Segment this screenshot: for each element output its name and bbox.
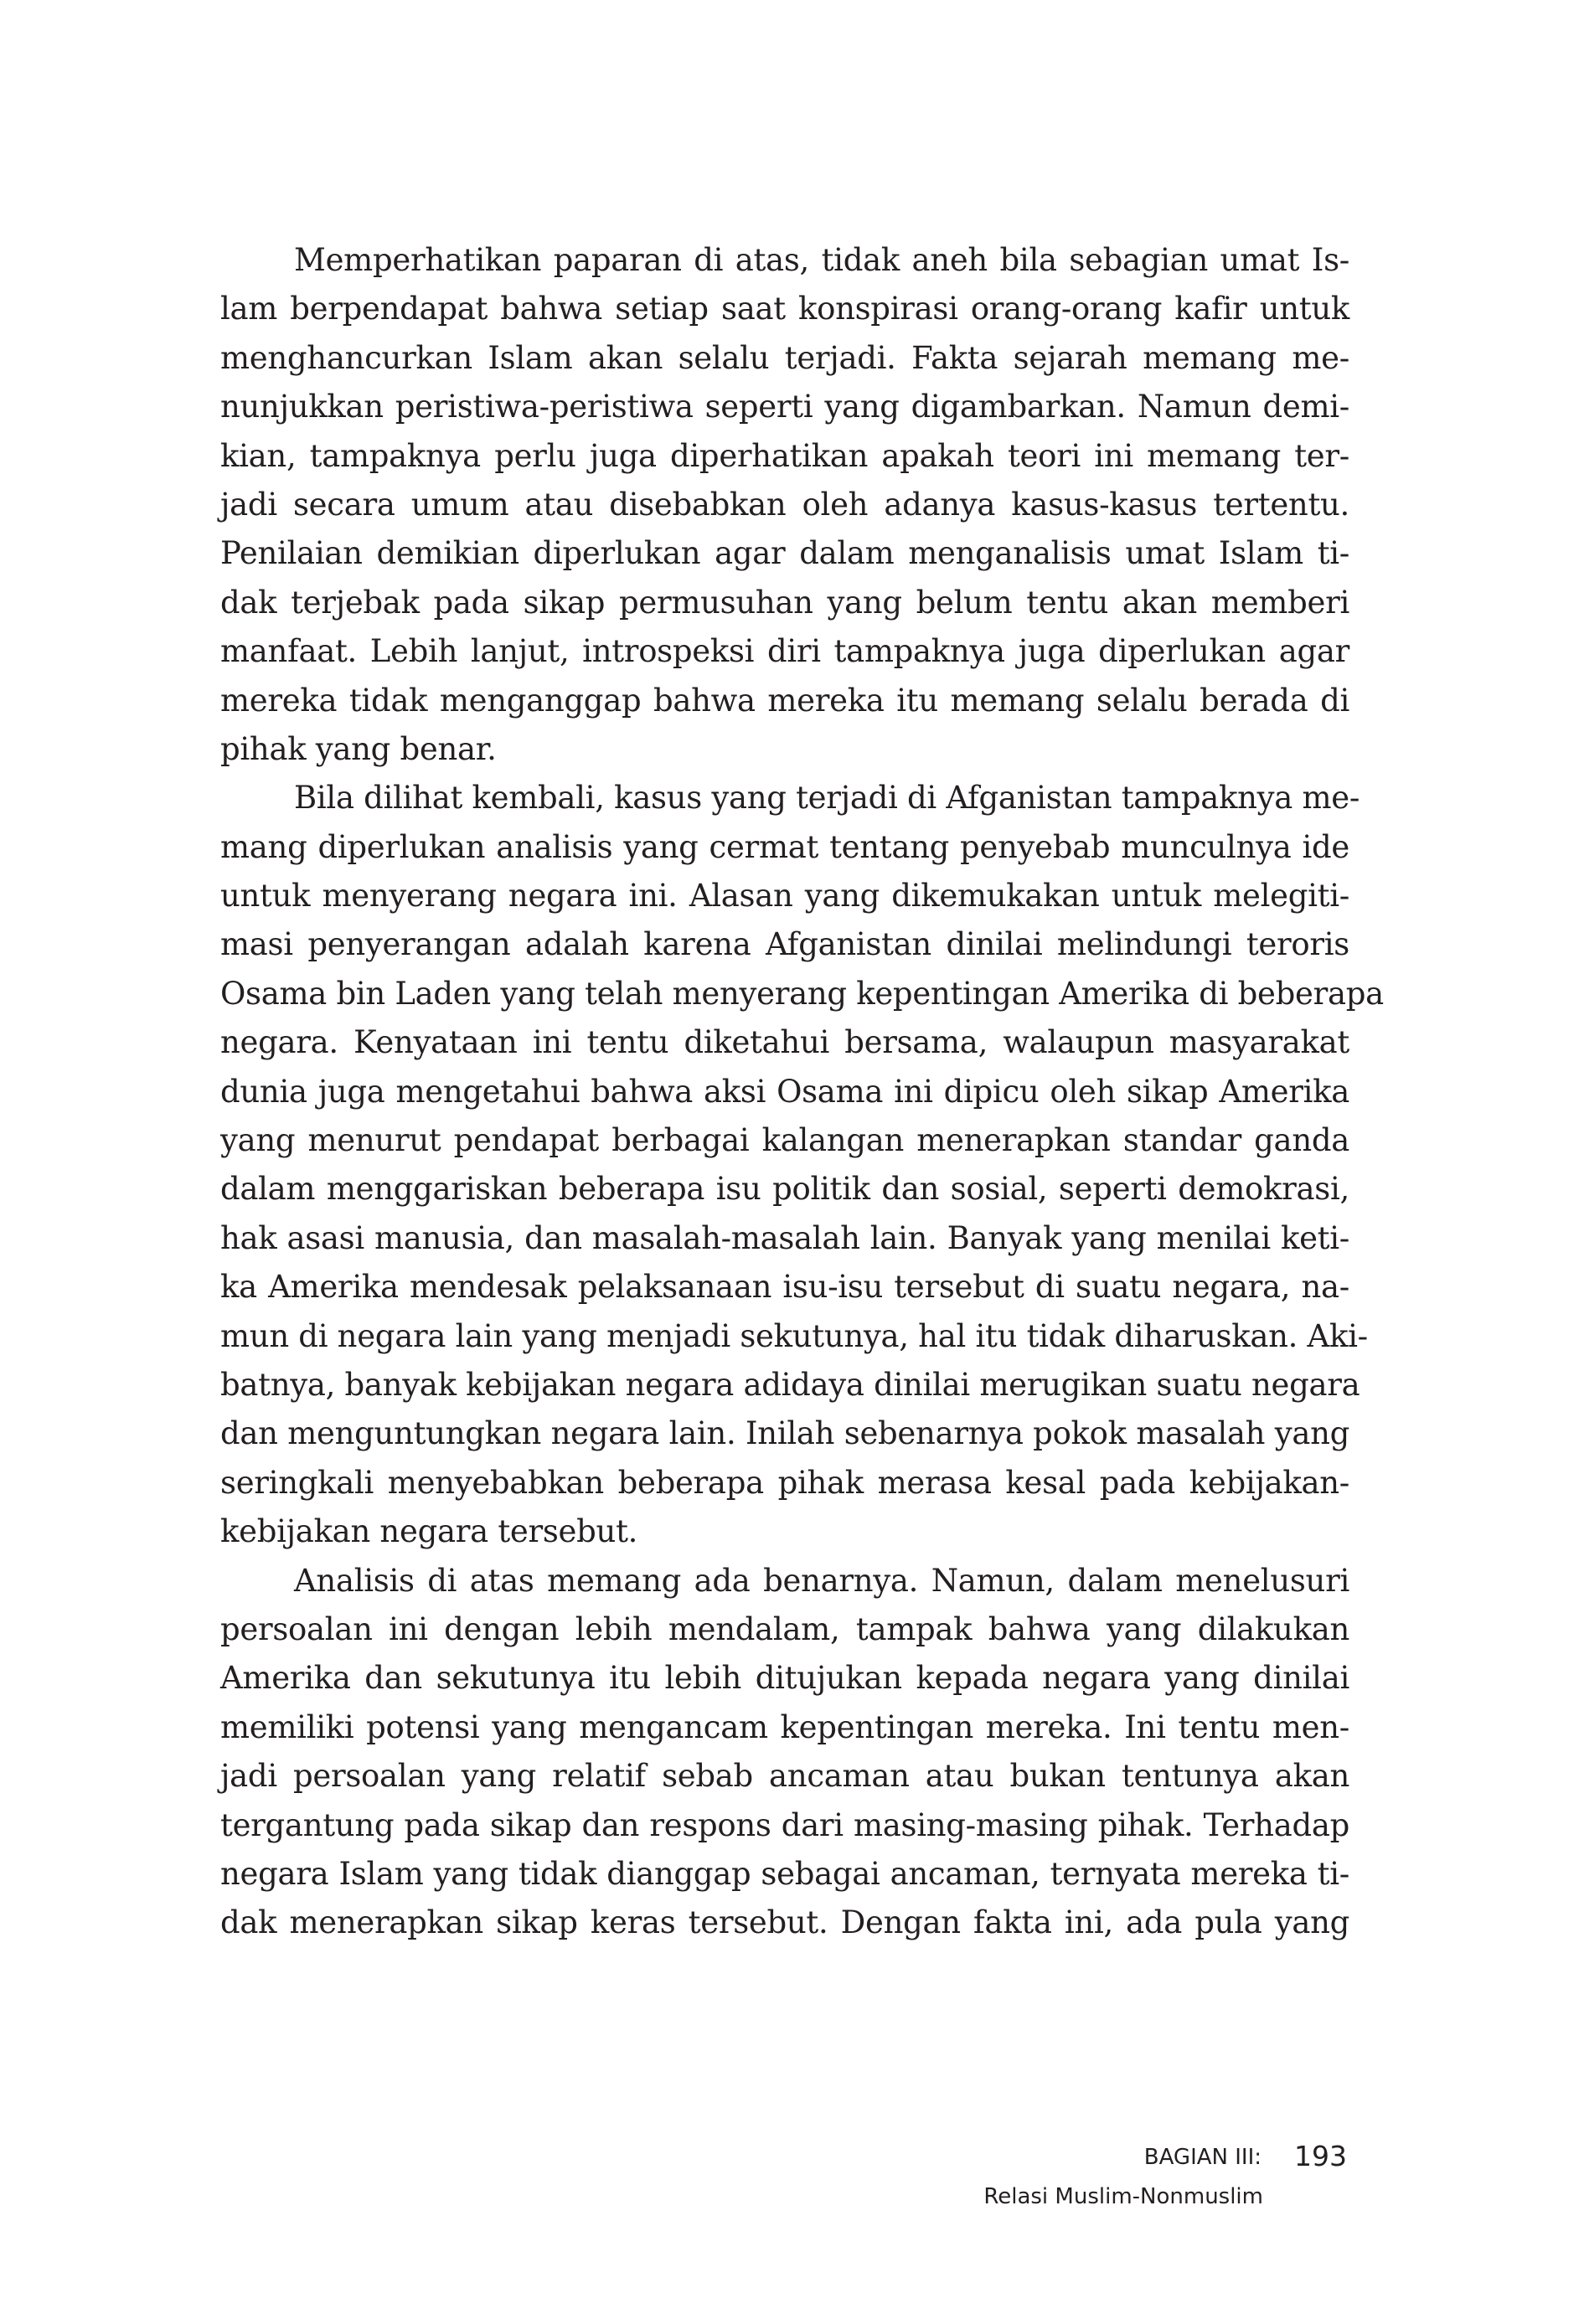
text-line: kian, tampaknya perlu juga diperhatikan apakah teori ini memang ter- xyxy=(220,437,1349,474)
text-line: lam berpendapat bahwa setiap saat konspirasi orang-orang kafir untuk xyxy=(220,291,1349,327)
text-line: kebijakan negara tersebut. xyxy=(220,1513,638,1550)
text-line: mereka tidak menganggap bahwa mereka itu memang selalu berada di xyxy=(220,682,1349,719)
text-line: Osama bin Laden yang telah menyerang kepentingan Amerika di beberapa xyxy=(220,975,1384,1012)
text-line: batnya, banyak kebijakan negara adidaya dinilai merugikan suatu negara xyxy=(220,1366,1360,1403)
text-line: dalam menggariskan beberapa isu politik dan sosial, seperti demokrasi, xyxy=(220,1171,1349,1208)
text-line: hak asasi manusia, dan masalah-masalah lain. Banyak yang menilai keti- xyxy=(220,1219,1349,1256)
text-line: ka Amerika mendesak pelaksanaan isu-isu tersebut di suatu negara, na- xyxy=(220,1269,1349,1306)
text-line: negara. Kenyataan ini tentu diketahui bersama, walaupun masyarakat xyxy=(220,1024,1349,1061)
text-line: untuk menyerang negara ini. Alasan yang dikemukakan untuk melegiti- xyxy=(220,878,1349,915)
page-number: 193 xyxy=(1294,2140,1347,2172)
text-line: dan menguntungkan negara lain. Inilah sebenarnya pokok masalah yang xyxy=(220,1415,1349,1452)
page-footer xyxy=(0,2142,1584,2243)
running-section-label: BAGIAN III: xyxy=(1143,2145,1262,2170)
text-line: dunia juga mengetahui bahwa aksi Osama ini dipicu oleh sikap Amerika xyxy=(220,1073,1349,1110)
text-line: Amerika dan sekutunya itu lebih ditujukan kepada negara yang dinilai xyxy=(220,1660,1349,1697)
text-line: nunjukkan peristiwa-peristiwa seperti yang digambarkan. Namun demi- xyxy=(220,389,1349,425)
text-line: persoalan ini dengan lebih mendalam, tampak bahwa yang dilakukan xyxy=(220,1610,1349,1647)
text-line: mun di negara lain yang menjadi sekutunya, hal itu tidak diharuskan. Aki- xyxy=(220,1317,1368,1354)
text-line: menghancurkan Islam akan selalu terjadi. Fakta sejarah memang me- xyxy=(220,339,1349,376)
text-line: Bila dilihat kembali, kasus yang terjadi di Afganistan tampaknya me- xyxy=(294,780,1360,817)
text-line: negara Islam yang tidak dianggap sebagai ancaman, ternyata mereka ti- xyxy=(220,1855,1349,1892)
text-line: Penilaian demikian diperlukan agar dalam menganalisis umat Islam ti- xyxy=(220,535,1349,572)
paragraph-3 xyxy=(220,1557,1349,1948)
text-line: mang diperlukan analisis yang cermat tentang penyebab munculnya ide xyxy=(220,828,1349,865)
text-line: masi penyerangan adalah karena Afganistan dinilai melindungi teroris xyxy=(220,926,1349,963)
text-line: dak menerapkan sikap keras tersebut. Dengan fakta ini, ada pula yang xyxy=(220,1904,1349,1941)
body-text xyxy=(220,236,1384,1948)
text-line: seringkali menyebabkan beberapa pihak merasa kesal pada kebijakan- xyxy=(220,1464,1349,1501)
text-line: Memperhatikan paparan di atas, tidak aneh bila sebagian umat Is- xyxy=(294,242,1349,278)
text-line: jadi persoalan yang relatif sebab ancaman atau bukan tentunya akan xyxy=(220,1758,1349,1795)
text-line: Analisis di atas memang ada benarnya. Namun, dalam menelusuri xyxy=(294,1562,1349,1599)
text-line: pihak yang benar. xyxy=(220,730,497,767)
paragraph-1 xyxy=(220,236,1349,774)
text-line: manfaat. Lebih lanjut, introspeksi diri tampaknya juga diperlukan agar xyxy=(220,633,1349,670)
text-line: dak terjebak pada sikap permusuhan yang belum tentu akan memberi xyxy=(220,584,1349,621)
text-line: memiliki potensi yang mengancam kepentingan mereka. Ini tentu men- xyxy=(220,1708,1349,1745)
paragraph-2 xyxy=(220,774,1384,1556)
text-line: tergantung pada sikap dan respons dari masing-masing pihak. Terhadap xyxy=(220,1806,1349,1843)
text-line: yang menurut pendapat berbagai kalangan menerapkan standar ganda xyxy=(220,1122,1349,1159)
running-section-subtitle: Relasi Muslim-Nonmuslim xyxy=(983,2184,1263,2209)
text-line: jadi secara umum atau disebabkan oleh adanya kasus-kasus tertentu. xyxy=(220,486,1349,523)
